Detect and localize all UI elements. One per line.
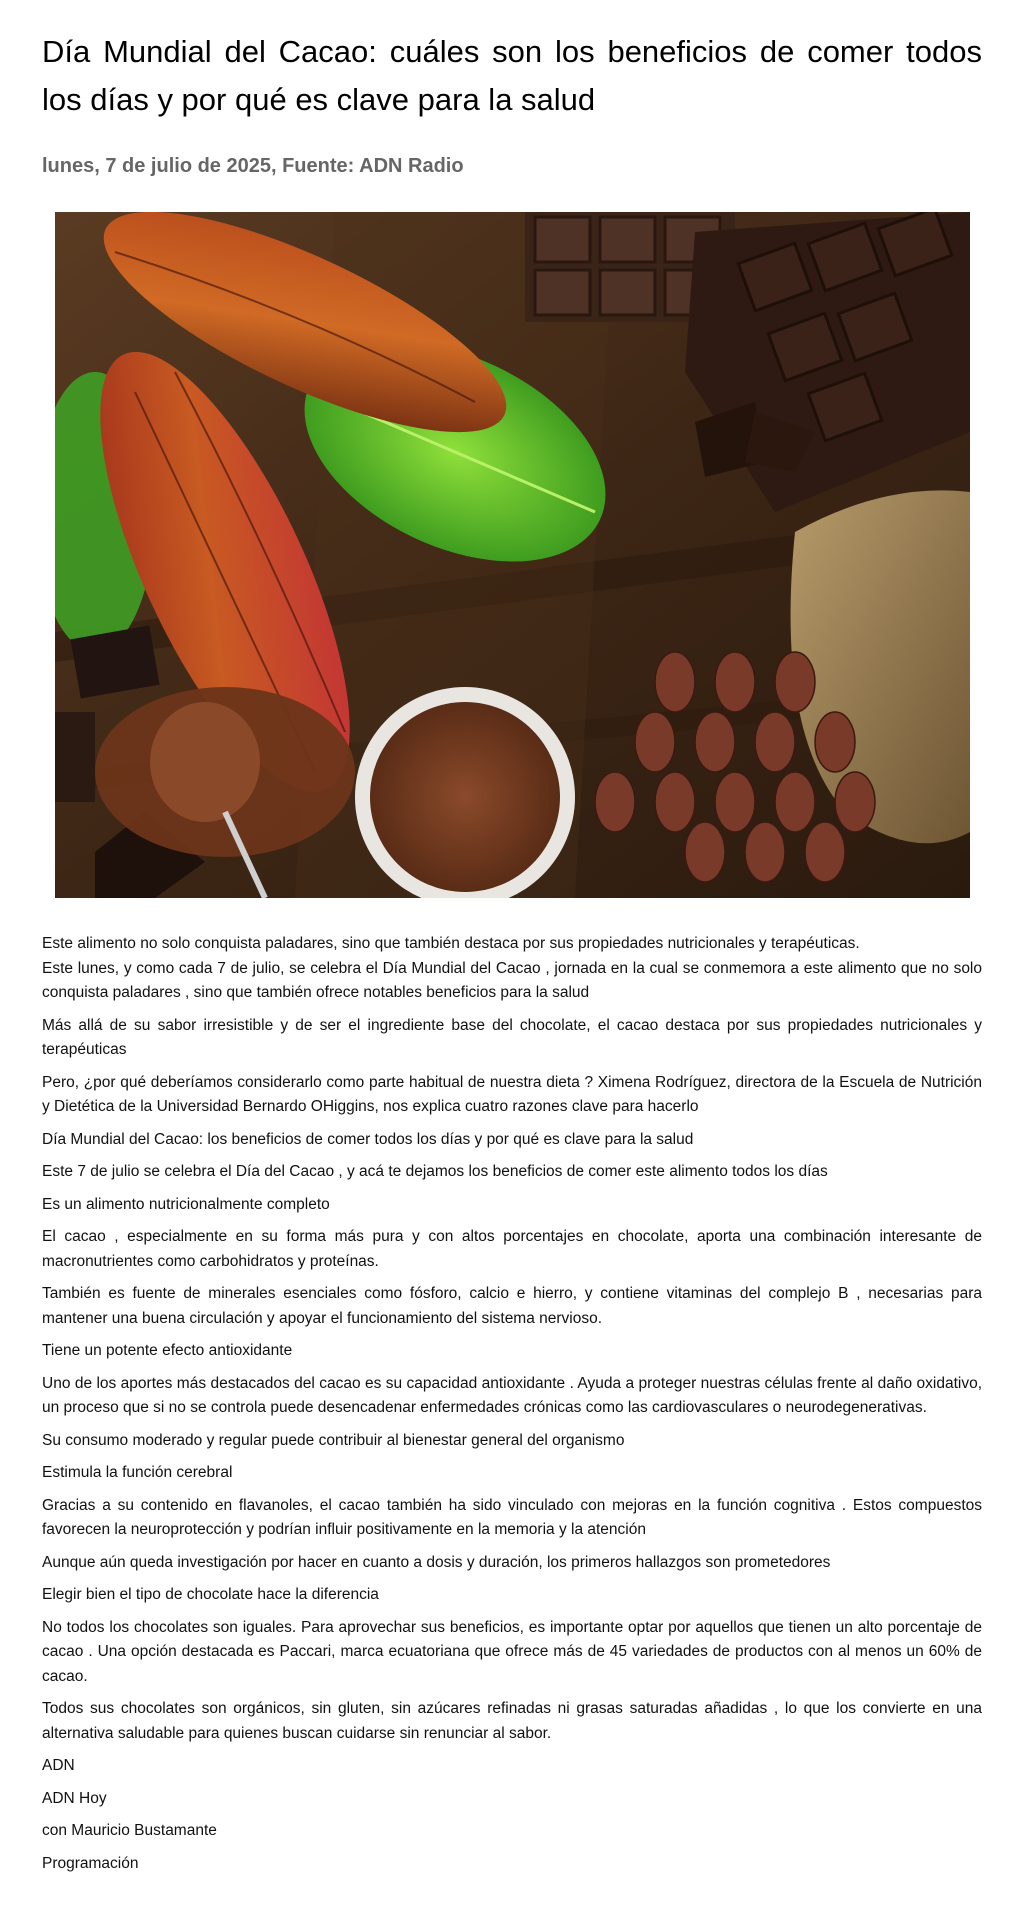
article-hero-image bbox=[55, 212, 970, 898]
footer-link-adn[interactable]: ADN bbox=[42, 1757, 75, 1774]
article-subheading: Tiene un potente efecto antioxidante bbox=[42, 1342, 293, 1359]
article-date-source: lunes, 7 de julio de 2025, Fuente: ADN Radio bbox=[42, 155, 464, 177]
article-title: Día Mundial del Cacao: cuáles son los beneficios de comer todos los días y por qué es clave para la salud bbox=[42, 34, 982, 117]
footer-link-programacion[interactable]: Programación bbox=[42, 1854, 139, 1872]
article-paragraph: No todos los chocolates son iguales. Para aprovechar sus beneficios, es importante optar por aquellos que tienen un alto porcentaje de cacao . Una opción destacada es Paccari, marca ecuatoriana que ofrece más de 45 variedades de productos con al menos un 60% de cacao. bbox=[42, 1618, 982, 1685]
article-paragraph: Su consumo moderado y regular puede contribuir al bienestar general del organismo bbox=[42, 1431, 625, 1449]
article-page bbox=[42, 0, 982, 1876]
article-paragraph: El cacao , especialmente en su forma más pura y con altos porcentajes en chocolate, aporta una combinación interesante de macronutrientes como carbohidratos y proteínas. bbox=[42, 1228, 982, 1270]
article-paragraph: Gracias a su contenido en flavanoles, el cacao también ha sido vinculado con mejoras en la función cognitiva . Estos compuestos favorecen la neuroprotección y podrían influir positivamente en la memoria y la atención bbox=[42, 1496, 982, 1538]
article-paragraph: Uno de los aportes más destacados del cacao es su capacidad antioxidante . Ayuda a proteger nuestras células frente al daño oxidativo, un proceso que si no se controla puede desencadenar enfermedades crónicas como las cardiovasculares o neurodegenerativas. bbox=[42, 1374, 982, 1416]
article-body bbox=[42, 932, 982, 1876]
article-paragraph: Todos sus chocolates son orgánicos, sin gluten, sin azúcares refinadas ni grasas saturadas añadidas , lo que los convierte en una alternativa saludable para quienes buscan cuidarse sin renunciar al sabor. bbox=[42, 1700, 982, 1742]
article-paragraph: Este lunes, y como cada 7 de julio, se celebra el Día Mundial del Cacao , jornada en la cual se conmemora a este alimento que no solo conquista paladares , sino que también ofrece notables beneficios para la salud bbox=[42, 959, 982, 1001]
article-paragraph: Aunque aún queda investigación por hacer en cuanto a dosis y duración, los primeros hallazgos son prometedores bbox=[42, 1553, 831, 1571]
article-paragraph: También es fuente de minerales esenciales como fósforo, calcio e hierro, y contiene vitaminas del complejo B , necesarias para mantener una buena circulación y apoyar el funcionamiento del sistema nervioso. bbox=[42, 1285, 982, 1327]
article-subheading: Elegir bien el tipo de chocolate hace la diferencia bbox=[42, 1586, 379, 1603]
article-paragraph: Este 7 de julio se celebra el Día del Cacao , y acá te dejamos los beneficios de comer este alimento todos los días bbox=[42, 1163, 828, 1180]
article-paragraph: Día Mundial del Cacao: los beneficios de comer todos los días y por qué es clave para la salud bbox=[42, 1130, 694, 1148]
article-paragraph: Pero, ¿por qué deberíamos considerarlo como parte habitual de nuestra dieta ? Ximena Rodríguez, directora de la Escuela de Nutrición y Dietética de la Universidad Bernardo OHiggins, nos explica cuatro razones clave para hacerlo bbox=[42, 1073, 982, 1115]
article-paragraph: Más allá de su sabor irresistible y de ser el ingrediente base del chocolate, el cacao destaca por sus propiedades nutricionales y terapéuticas bbox=[42, 1016, 982, 1058]
footer-link-adn-hoy[interactable]: ADN Hoy bbox=[42, 1789, 107, 1807]
article-paragraph: Este alimento no solo conquista paladares, sino que también destaca por sus propiedades nutricionales y terapéuticas. bbox=[42, 935, 860, 952]
article-subheading: Estimula la función cerebral bbox=[42, 1464, 233, 1481]
footer-link-host[interactable]: con Mauricio Bustamante bbox=[42, 1822, 217, 1839]
article-subheading: Es un alimento nutricionalmente completo bbox=[42, 1195, 330, 1213]
cacao-chocolate-photo-icon bbox=[55, 212, 970, 898]
